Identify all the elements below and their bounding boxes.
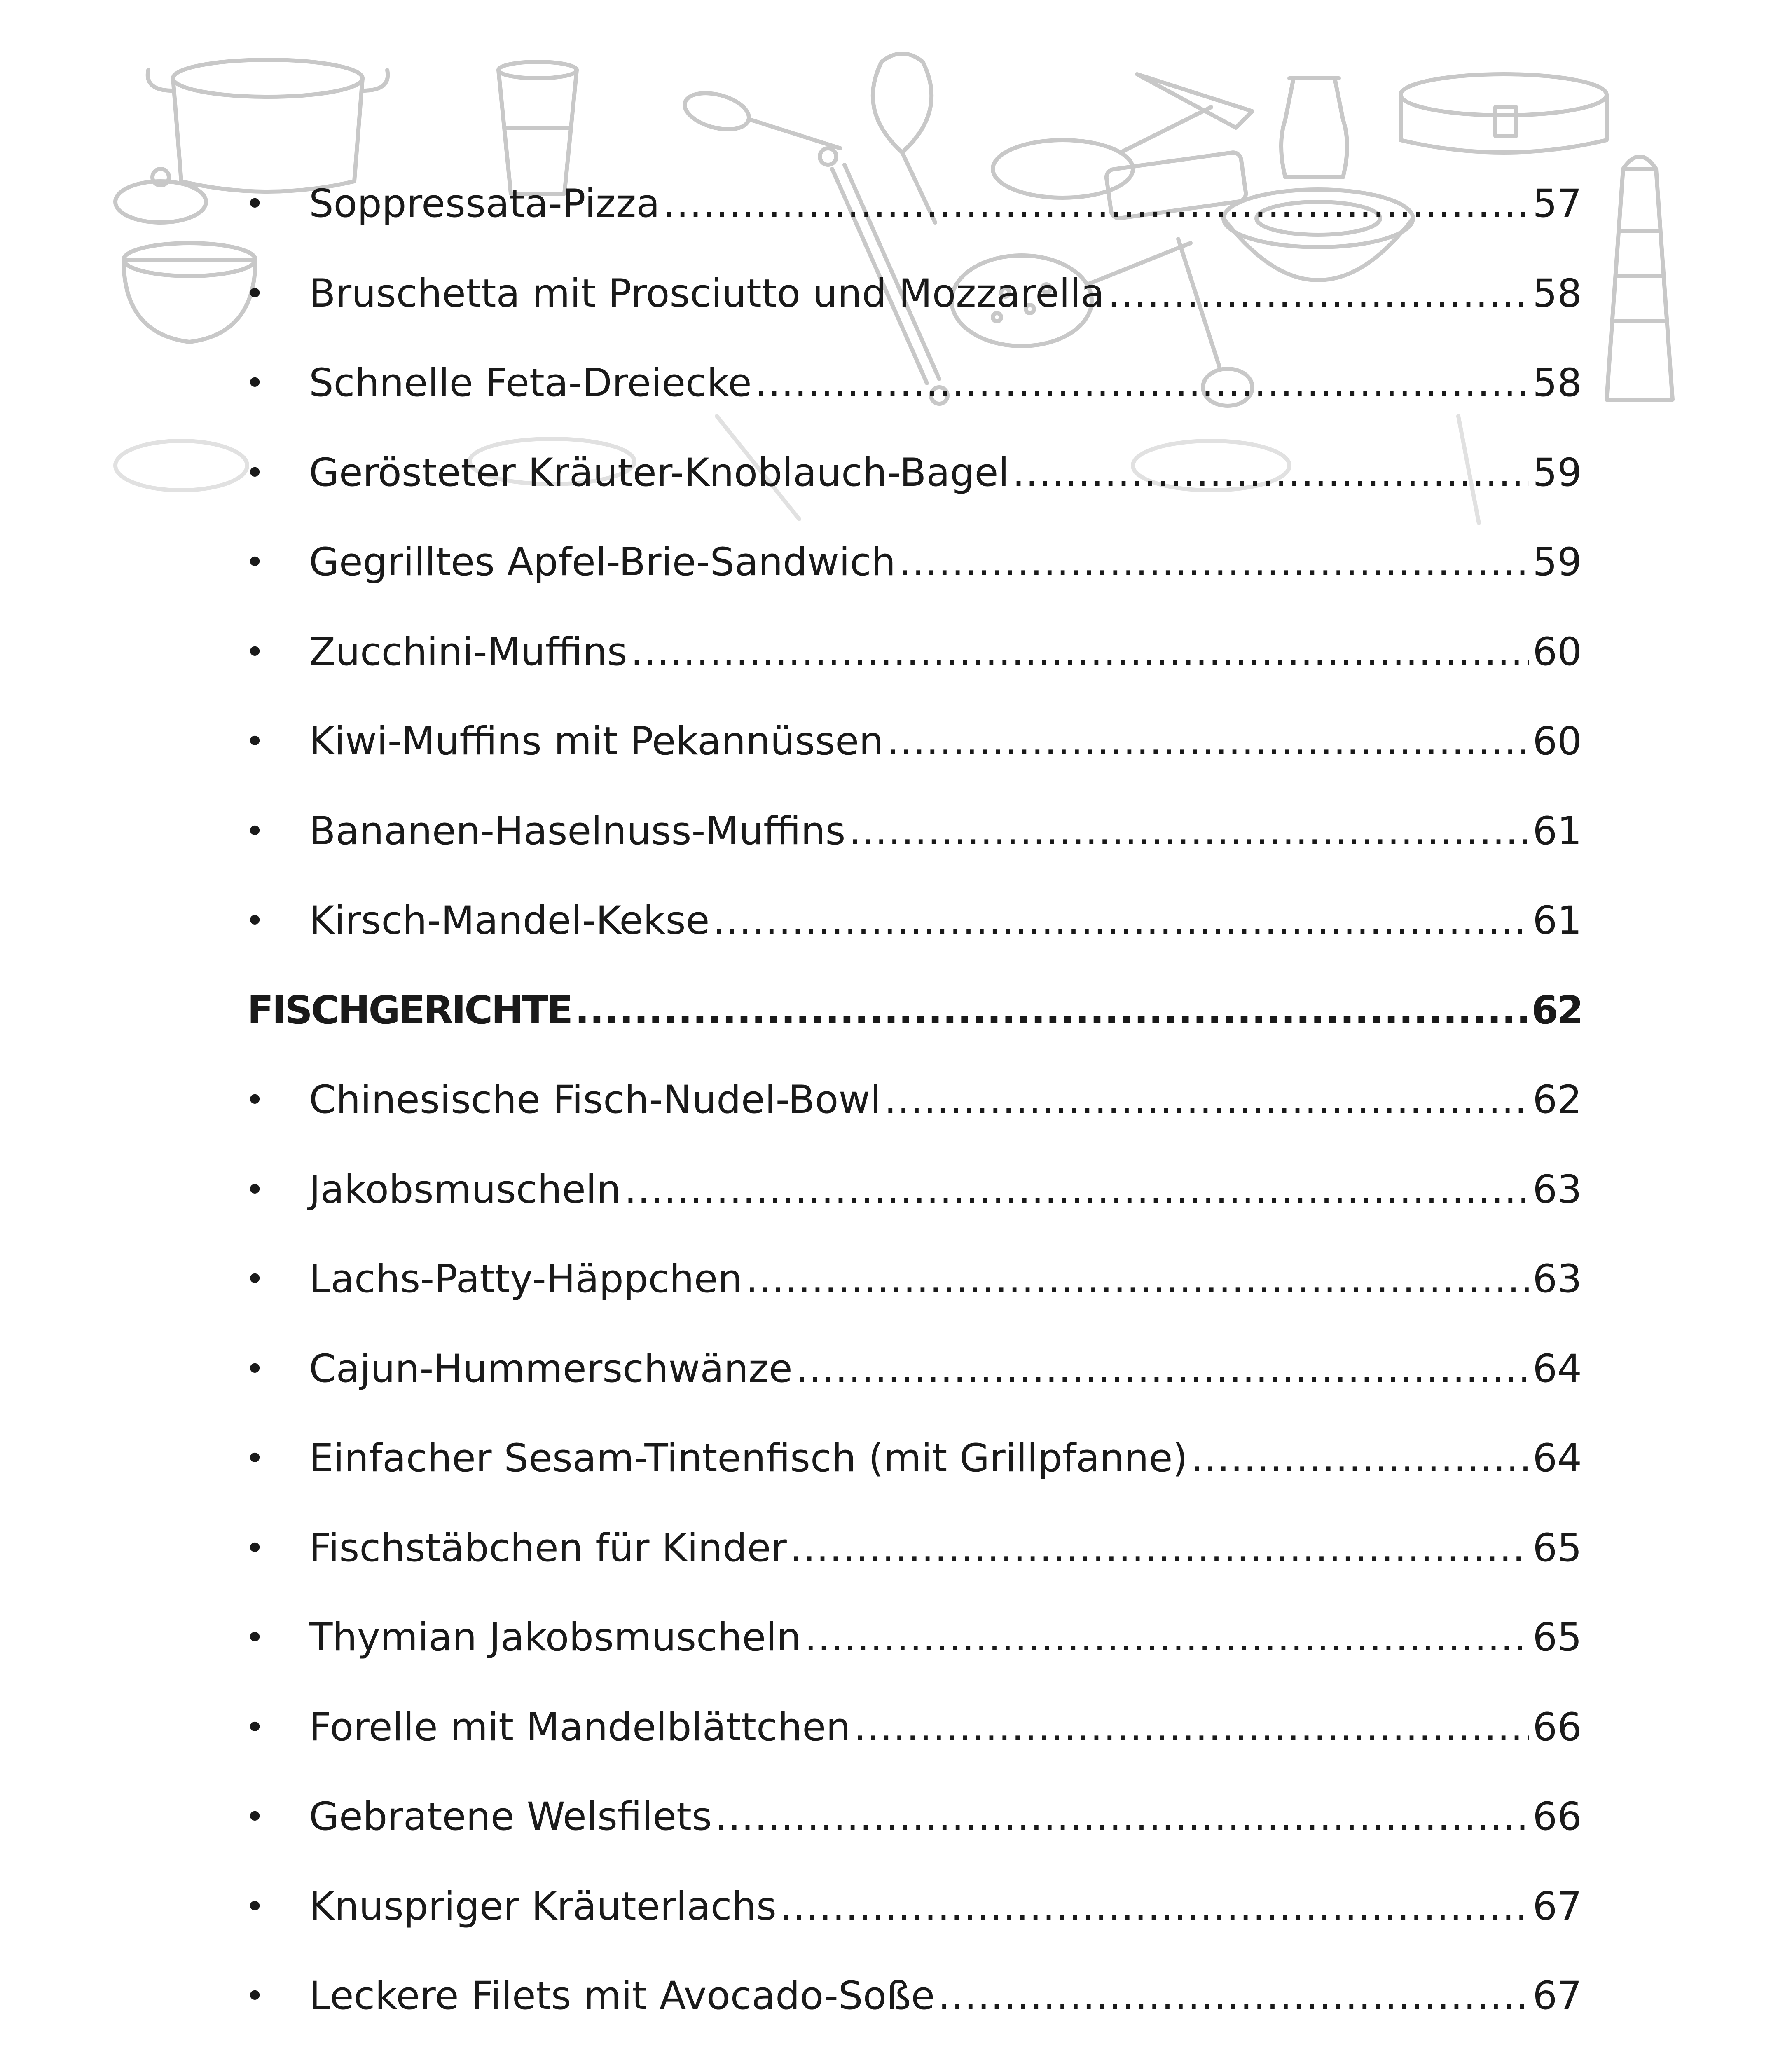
toc-entry-title: Gegrilltes Apfel-Brie-Sandwich — [309, 540, 896, 585]
toc-entry[interactable] — [247, 627, 1582, 677]
toc-page-number: 65 — [1532, 1615, 1582, 1660]
dot-leader — [663, 179, 1530, 229]
toc-entry[interactable] — [247, 896, 1582, 946]
bullet-icon: • — [245, 1618, 265, 1657]
toc-entry-title: Einfacher Sesam-Tintenfisch (mit Grillpfanne) — [309, 1436, 1188, 1481]
bullet-icon: • — [245, 1708, 265, 1746]
toc-entry[interactable] — [247, 1255, 1582, 1304]
dot-leader — [884, 1075, 1529, 1125]
dot-leader — [1013, 448, 1530, 498]
glass-icon — [498, 62, 577, 194]
bullet-icon: • — [245, 1798, 265, 1836]
toc-page-number: 66 — [1532, 1794, 1582, 1839]
toc-entry-title: Forelle mit Mandelblättchen — [309, 1704, 851, 1750]
toc-page-number: 60 — [1532, 719, 1582, 764]
toc-entry[interactable] — [247, 358, 1582, 408]
toc-entry[interactable] — [247, 1971, 1582, 2021]
dot-leader — [746, 1255, 1529, 1304]
toc-entry-title: Lachs-Patty-Häppchen — [309, 1257, 743, 1302]
dot-leader — [790, 1524, 1529, 1573]
toc-entry-title: Chinesische Fisch-Nudel-Bowl — [309, 1077, 881, 1122]
toc-page-number: 65 — [1532, 1525, 1582, 1571]
bullet-icon: • — [245, 1887, 265, 1926]
dot-leader — [1191, 1434, 1529, 1483]
toc-page-number: 67 — [1532, 1884, 1582, 1929]
toc-page-number: 58 — [1532, 360, 1582, 405]
toc-page-number: 57 — [1532, 181, 1582, 226]
dot-leader — [715, 1792, 1529, 1842]
toc-page-number: 63 — [1532, 1257, 1582, 1302]
toc-entry[interactable] — [247, 807, 1582, 856]
toc-entry[interactable] — [247, 1613, 1582, 1662]
dot-leader — [713, 896, 1529, 946]
toc-entry[interactable] — [247, 179, 1582, 229]
toc-entry-title: Gebratene Welsfilets — [309, 1794, 712, 1839]
toc-entry[interactable] — [247, 269, 1582, 318]
dot-leader — [755, 358, 1530, 408]
toc-entry[interactable] — [247, 1344, 1582, 1394]
toc-entry[interactable] — [247, 1524, 1582, 1573]
dot-leader — [805, 1613, 1530, 1662]
toc-page-number: 58 — [1532, 271, 1582, 316]
toc-entry-title: Cajun-Hummerschwänze — [309, 1346, 793, 1391]
toc-page-number: 62 — [1532, 1077, 1582, 1122]
toc-entry-title: Fischstäbchen für Kinder — [309, 1525, 787, 1571]
dot-leader — [1108, 269, 1530, 318]
toc-entry-title: Soppressata-Pizza — [309, 181, 660, 226]
toc-entry[interactable] — [247, 1792, 1582, 1842]
bullet-icon: • — [245, 901, 265, 940]
toc-entry[interactable] — [247, 1434, 1582, 1483]
cake-pan-icon — [1401, 74, 1607, 152]
toc-entry-title: FISCHGERICHTE — [247, 988, 572, 1033]
carafe-icon — [1281, 78, 1347, 177]
grater-icon — [1607, 157, 1673, 400]
toc-entry[interactable] — [247, 717, 1582, 766]
toc-entry[interactable] — [247, 1075, 1582, 1125]
bullet-icon: • — [245, 453, 265, 492]
dot-leader — [849, 807, 1530, 856]
bullet-icon: • — [245, 722, 265, 761]
bullet-icon: • — [245, 1170, 265, 1209]
dot-leader — [887, 717, 1530, 766]
bullet-icon: • — [245, 543, 265, 581]
toc-page-number: 61 — [1532, 898, 1582, 943]
dot-leader — [899, 538, 1529, 587]
toc-entry-title: Schnelle Feta-Dreiecke — [309, 360, 752, 405]
bullet-icon: • — [245, 1439, 265, 1477]
spoon-icon — [681, 87, 840, 148]
toc-entry-title: Zucchini-Muffins — [309, 629, 627, 674]
toc-entry-title: Gerösteter Kräuter-Knoblauch-Bagel — [309, 450, 1009, 495]
dot-leader — [796, 1344, 1530, 1394]
toc-section-heading[interactable] — [247, 986, 1582, 1035]
bullet-icon: • — [245, 632, 265, 671]
knife-icon — [1137, 74, 1252, 128]
toc-entry[interactable] — [247, 1165, 1582, 1215]
toc-entry-title: Thymian Jakobsmuscheln — [309, 1615, 801, 1660]
toc-entry-title: Knuspriger Kräuterlachs — [309, 1884, 777, 1929]
toc-page-number: 59 — [1532, 450, 1582, 495]
toc-page-number: 63 — [1532, 1167, 1582, 1212]
cooking-pot-icon — [148, 60, 388, 192]
bullet-icon: • — [245, 1081, 265, 1119]
toc-entry-title: Leckere Filets mit Avocado-Soße — [309, 1973, 935, 2018]
bullet-icon: • — [245, 812, 265, 850]
toc-entry-title: Bruschetta mit Prosciutto und Mozzarella — [309, 271, 1104, 316]
bullet-icon: • — [245, 185, 265, 223]
bullet-icon: • — [245, 1349, 265, 1388]
bullet-icon: • — [245, 1260, 265, 1298]
dot-leader — [575, 986, 1528, 1035]
toc-page-number: 60 — [1532, 629, 1582, 674]
bullet-icon: • — [245, 1977, 265, 2015]
toc-page-number: 62 — [1531, 988, 1582, 1033]
toc-entry[interactable] — [247, 448, 1582, 498]
toc-entry-title: Bananen-Haselnuss-Muffins — [309, 808, 846, 854]
toc-entry-title: Kiwi-Muffins mit Pekannüssen — [309, 719, 884, 764]
dot-leader — [780, 1882, 1529, 1931]
dot-leader — [938, 1971, 1529, 2021]
toc-page-number: 67 — [1532, 1973, 1582, 2018]
toc-entry-title: Kirsch-Mandel-Kekse — [309, 898, 710, 943]
toc-page-number: 64 — [1532, 1346, 1582, 1391]
toc-page-number: 64 — [1532, 1436, 1582, 1481]
bullet-icon: • — [245, 1529, 265, 1567]
dot-leader — [631, 627, 1530, 677]
toc-page-number: 59 — [1532, 540, 1582, 585]
toc-entry-title: Jakobsmuscheln — [309, 1167, 621, 1212]
dot-leader — [854, 1703, 1530, 1752]
dot-leader — [624, 1165, 1529, 1215]
toc-entry[interactable] — [247, 538, 1582, 587]
bullet-icon: • — [245, 364, 265, 402]
lidded-pot-icon — [115, 169, 255, 342]
toc-entry[interactable] — [247, 1703, 1582, 1752]
toc-page-number: 61 — [1532, 808, 1582, 854]
toc-entry[interactable] — [247, 1882, 1582, 1931]
toc-page-number: 66 — [1532, 1704, 1582, 1750]
bullet-icon: • — [245, 274, 265, 313]
